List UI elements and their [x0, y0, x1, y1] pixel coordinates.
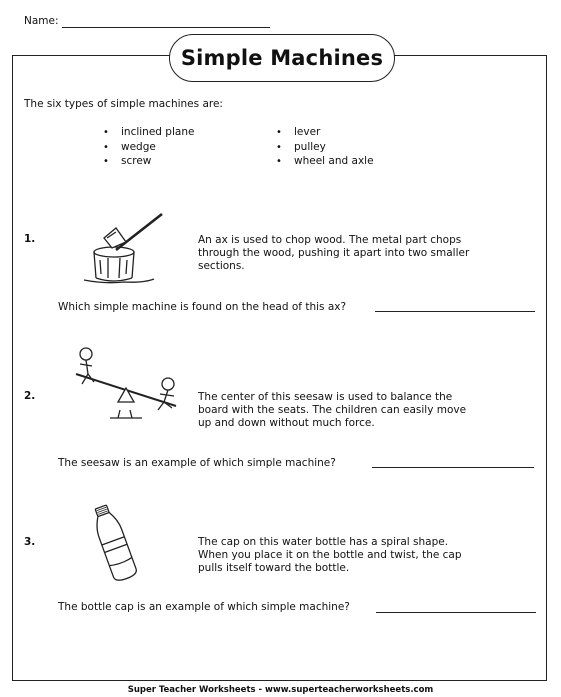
question-description: An ax is used to chop wood. The metal part chops through the wood, pushing it apart into two smaller sections.	[198, 234, 470, 272]
question-prompt: Which simple machine is found on the head of this ax?	[58, 301, 347, 313]
answer-field[interactable]	[376, 612, 536, 613]
list-item: • inclined plane	[103, 126, 276, 140]
list-item: • screw	[103, 155, 276, 169]
name-field[interactable]	[62, 27, 270, 28]
answer-field[interactable]	[375, 311, 535, 312]
question-description: The center of this seesaw is used to balance the board with the seats. The children can easily move up and down without much force.	[198, 391, 467, 429]
footer-credit: Super Teacher Worksheets - www.superteacherworksheets.com	[127, 685, 434, 695]
question-prompt: The bottle cap is an example of which simple machine?	[58, 601, 350, 613]
question-number: 2.	[24, 390, 36, 402]
list-item: • wedge	[103, 141, 276, 155]
water-bottle-icon	[86, 500, 146, 586]
answer-field[interactable]	[372, 467, 534, 468]
intro-text: The six types of simple machines are:	[24, 98, 223, 110]
question-prompt: The seesaw is an example of which simple machine?	[58, 457, 336, 469]
ax-in-stump-icon	[74, 208, 174, 286]
list-item: • pulley	[276, 141, 403, 155]
list-item: • wheel and axle	[276, 155, 403, 169]
machine-list	[103, 126, 403, 169]
question-number: 3.	[24, 536, 36, 548]
list-item: • lever	[276, 126, 403, 140]
question-description: The cap on this water bottle has a spiral shape. When you place it on the bottle and twist, the cap pulls itself toward the bottle.	[198, 536, 462, 574]
name-label: Name:	[24, 15, 59, 27]
seesaw-icon	[66, 344, 191, 422]
question-number: 1.	[24, 233, 36, 245]
page-title: Simple Machines	[169, 34, 395, 82]
